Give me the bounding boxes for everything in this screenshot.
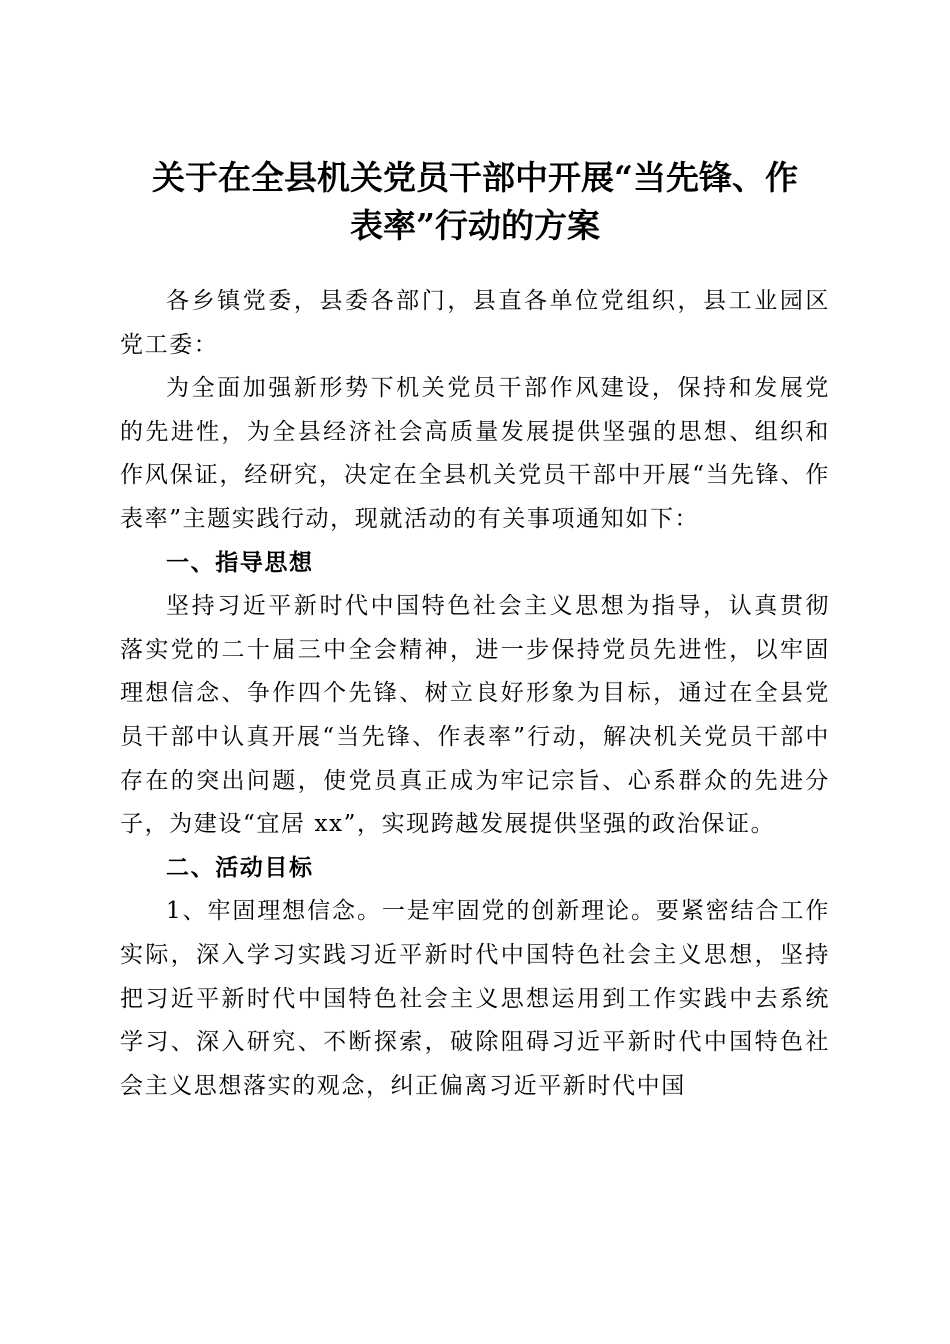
section-2-heading: 二、活动目标 xyxy=(166,854,314,881)
document-body xyxy=(120,280,830,1108)
document-title xyxy=(110,154,840,250)
salutation-paragraph: 各乡镇党委，县委各部门，县直各单位党组织，县工业园区党工委： xyxy=(120,288,830,358)
title-line-2: 表率”行动的方案 xyxy=(350,206,600,246)
title-line-1: 关于在全县机关党员干部中开展“当先锋、作 xyxy=(152,158,798,198)
section-2-paragraph: 1、牢固理想信念。一是牢固党的创新理论。要紧密结合工作实际，深入学习实践习近平新时代中国特色社会主义思想，坚持把习近平新时代中国特色社会主义思想运用到工作实践中去系统学习、深入研究、不断探索，破除阻碍习近平新时代中国特色社会主义思想落实的观念，纠正偏离习近平新时代中国 xyxy=(120,898,830,1099)
section-1-paragraph: 坚持习近平新时代中国特色社会主义思想为指导，认真贯彻落实党的二十届三中全会精神，进一步保持党员先进性，以牢固理想信念、争作四个先锋、树立良好形象为目标，通过在全县党员干部中认真开展“当先锋、作表率”行动，解决机关党员干部中存在的突出问题，使党员真正成为牢记宗旨、心系群众的先进分子，为建设“宜居 xx”，实现跨越发展提供坚强的政治保证。 xyxy=(120,593,830,838)
section-1-heading: 一、指导思想 xyxy=(166,549,314,576)
intro-paragraph: 为全面加强新形势下机关党员干部作风建设，保持和发展党的先进性，为全县经济社会高质量发展提供坚强的思想、组织和作风保证，经研究，决定在全县机关党员干部中开展“当先锋、作表率”主题实践行动，现就活动的有关事项通知如下： xyxy=(120,375,830,532)
